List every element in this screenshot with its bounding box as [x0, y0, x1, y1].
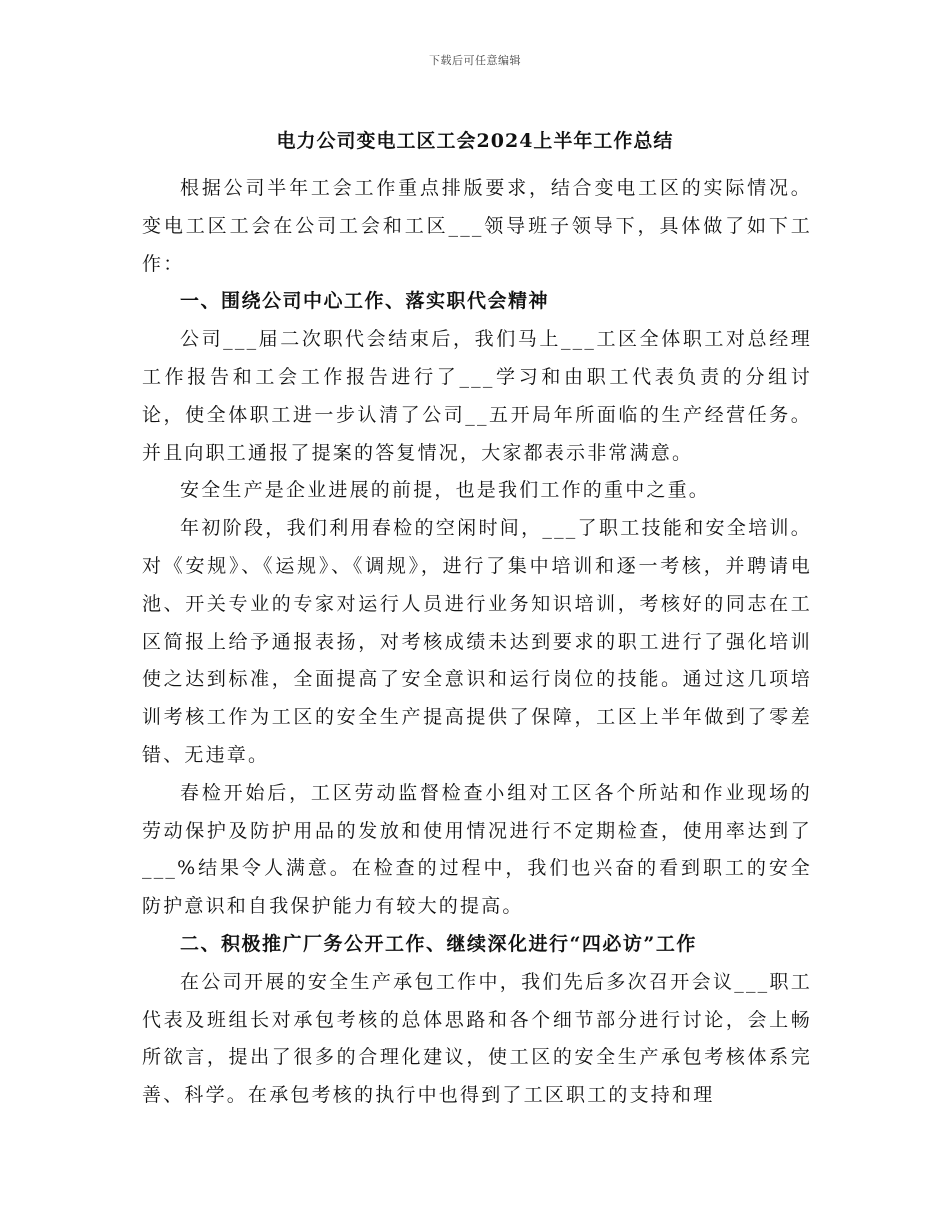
document-title: 电力公司变电工区工会2024上半年工作总结 [276, 130, 674, 152]
paragraph: 安全生产是企业进展的前提，也是我们工作的重中之重。 [180, 479, 711, 502]
header-note: 下载后可任意编辑 [429, 54, 521, 67]
document-body [142, 170, 812, 1115]
paragraph: 在公司开展的安全生产承包工作中，我们先后多次召开会议___职工代表及班组长对承包考核的总体思路和各个细节部分进行讨论，会上畅所欲言，提出了很多的合理化建议，使工区的安全生产承包考核体系完善、科学。在承包考核的执行中也得到了工区职工的支持和理 [142, 970, 812, 1107]
paragraph: 年初阶段，我们利用春检的空闲时间，___了职工技能和安全培训。对《安规》、《运规》、《调规》，进行了集中培训和逐一考核，并聘请电池、开关专业的专家对运行人员进行业务知识培训，考核好的同志在工区简报上给予通报表扬，对考核成绩未达到要求的职工进行了强化培训使之达到标准，全面提高了安全意识和运行岗位的技能。通过这几项培训考核工作为工区的安全生产提高提供了保障，工区上半年做到了零差错、无违章。 [142, 517, 812, 766]
section-heading-1: 一、围绕公司中心工作、落实职代会精神 [180, 290, 550, 313]
paragraph-intro: 根据公司半年工会工作重点排版要求，结合变电工区的实际情况。变电工区工会在公司工会和工区___领导班子领导下，具体做了如下工作： [142, 177, 812, 275]
section-heading-2: 二、积极推广厂务公开工作、继续深化进行“四必访”工作 [180, 932, 697, 955]
paragraph: 春检开始后，工区劳动监督检查小组对工区各个所站和作业现场的劳动保护及防护用品的发放和使用情况进行不定期检查，使用率达到了___%结果令人满意。在检查的过程中，我们也兴奋的看到职工的安全防护意识和自我保护能力有较大的提高。 [142, 781, 812, 918]
paragraph: 公司___届二次职代会结束后，我们马上___工区全体职工对总经理工作报告和工会工作报告进行了___学习和由职工代表负责的分组讨论，使全体职工进一步认清了公司__五开局年所面临的生产经营任务。并且向职工通报了提案的答复情况，大家都表示非常满意。 [142, 328, 812, 464]
